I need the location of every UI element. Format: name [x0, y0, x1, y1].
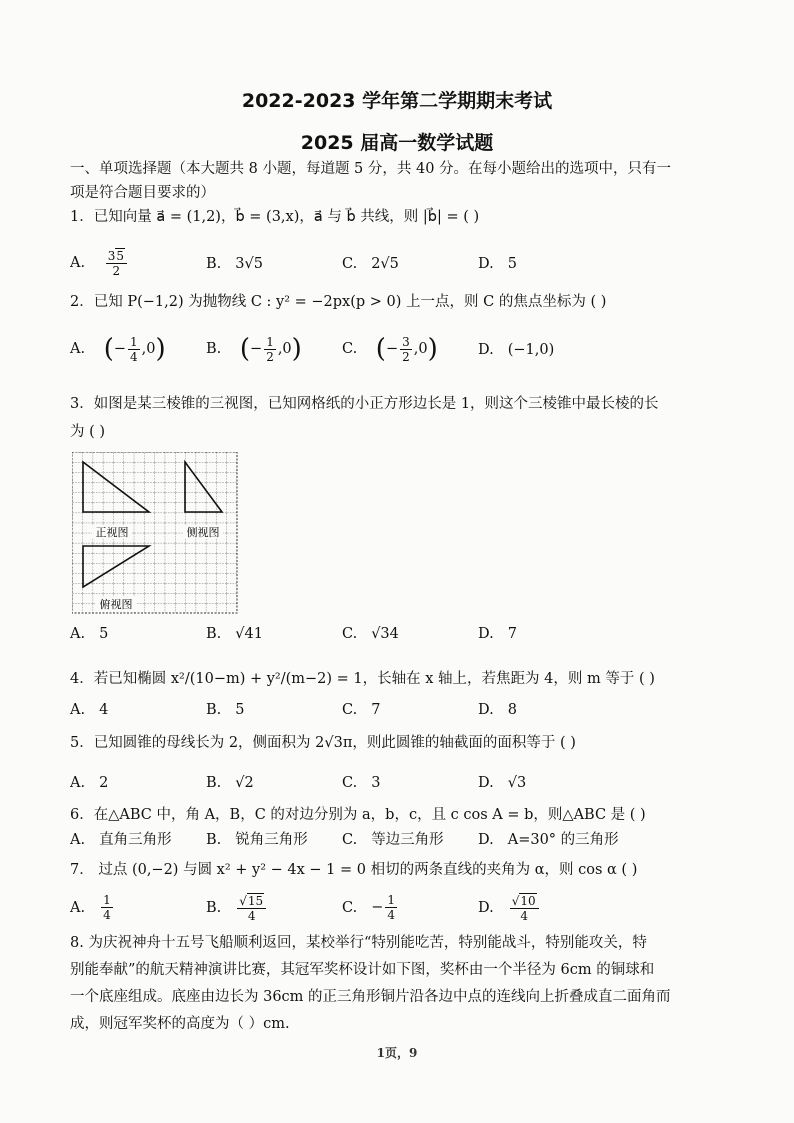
q7-option-c[interactable]: C. − $\frac{1}{4}$	[342, 893, 395, 922]
q5-option-c[interactable]: C. 3	[342, 775, 381, 791]
q7-option-d[interactable]: D. $\frac{√10}{4}$	[478, 893, 541, 923]
q8-line4: 成，则冠军奖杯的高度为（ ）cm.	[70, 1016, 290, 1032]
q8-line3: 一个底座组成。底座由边长为 36cm 的正三角形铜片沿各边中点的连线向上折叠成直二面角而	[70, 989, 671, 1005]
question-3-stem-line2: 为 ( )	[70, 424, 106, 440]
q3-option-a[interactable]: A. 5	[70, 626, 109, 642]
three-view-figure	[72, 452, 238, 614]
front-view-label: 正视图	[95, 526, 129, 539]
page-footer: 1页，9	[376, 1046, 418, 1060]
q3-option-d[interactable]: D. 7	[478, 626, 517, 642]
q6-option-c[interactable]: C. 等边三角形	[342, 832, 444, 848]
q4-option-b[interactable]: B. 5	[206, 702, 245, 718]
section-heading	[70, 157, 730, 205]
side-view-label: 侧视图	[186, 526, 220, 539]
q5-option-d[interactable]: D. √3	[478, 775, 527, 791]
question-4-stem: 4．若已知椭圆 x²/(10−m) + y²/(m−2) = 1，长轴在 x 轴上，若焦距为 4，则 m 等于 ( )	[70, 671, 655, 687]
q7-option-b[interactable]: B. $\frac{√15}{4}$	[206, 893, 268, 923]
q6-option-b[interactable]: B. 锐角三角形	[206, 832, 308, 848]
question-8-stem	[70, 930, 730, 1038]
q6-option-d[interactable]: D. A=30° 的三角形	[478, 832, 619, 848]
q4-option-a[interactable]: A. 4	[70, 702, 109, 718]
exam-title: 2022-2023 学年第二学期期末考试	[241, 90, 553, 112]
q1-option-a[interactable]: A. $\frac{35}{2}$	[70, 248, 129, 278]
q2-option-a[interactable]: A. (− $\frac{1}{4}$ ,0)	[70, 334, 166, 364]
question-7-stem: 7． 过点 (0,−2) 与圆 x² + y² − 4x − 1 = 0 相切的两条直线的夹角为 α，则 cos α ( )	[70, 862, 638, 878]
q4-option-c[interactable]: C. 7	[342, 702, 381, 718]
q6-option-a[interactable]: A. 直角三角形	[70, 832, 172, 848]
section-heading-line1: 一、单项选择题（本大题共 8 小题，每道题 5 分，共 40 分。在每小题给出的选项中，只有一	[70, 161, 672, 177]
section-heading-line2: 项是符合题目要求的）	[70, 185, 215, 201]
question-1-stem: 1．已知向量 a⃗ = (1,2)，b⃗ = (3,x)，a⃗ 与 b⃗ 共线，则 |b⃗| = ( )	[70, 209, 480, 225]
question-6-stem: 6．在△ABC 中，角 A，B，C 的对边分别为 a，b，c，且 c cos A = b，则△ABC 是 ( )	[70, 807, 646, 823]
question-5-stem: 5．已知圆锥的母线长为 2，侧面积为 2√3π，则此圆锥的轴截面的面积等于 ( )	[70, 735, 576, 751]
question-2-stem: 2．已知 P(−1,2) 为抛物线 C : y² = −2px(p > 0) 上一点，则 C 的焦点坐标为 ( )	[70, 294, 607, 310]
question-3-stem-line1: 3．如图是某三棱锥的三视图，已知网格纸的小正方形边长是 1，则这个三棱锥中最长棱的长	[70, 396, 659, 412]
q4-option-d[interactable]: D. 8	[478, 702, 517, 718]
q5-option-a[interactable]: A. 2	[70, 775, 109, 791]
q2-option-c[interactable]: C. (− $\frac{3}{2}$ ,0)	[342, 334, 438, 364]
q3-option-b[interactable]: B. √41	[206, 626, 263, 642]
q1-option-d[interactable]: D. 5	[478, 256, 517, 272]
q3-option-c[interactable]: C. √34	[342, 626, 399, 642]
q1-a-fraction: $\frac{35}{2}$	[106, 248, 127, 278]
q2-option-b[interactable]: B. (− $\frac{1}{2}$ ,0)	[206, 334, 302, 364]
top-view-label: 俯视图	[99, 598, 133, 611]
q7-option-a[interactable]: A. $\frac{1}{4}$	[70, 893, 111, 922]
q8-line1: 8. 为庆祝神舟十五号飞船顺利返回，某校举行“特别能吃苦，特别能战斗，特别能攻关，特	[70, 935, 647, 951]
q1-option-b[interactable]: B. 3√5	[206, 256, 263, 272]
exam-subtitle: 2025 届高一数学试题	[300, 132, 494, 154]
q2-option-d[interactable]: D. (−1,0)	[478, 342, 555, 358]
q1-option-c[interactable]: C. 2√5	[342, 256, 399, 272]
q8-line2: 别能奉献”的航天精神演讲比赛，其冠军奖杯设计如下图，奖杯由一个半径为 6cm 的铜球和	[70, 962, 655, 978]
q5-option-b[interactable]: B. √2	[206, 775, 254, 791]
